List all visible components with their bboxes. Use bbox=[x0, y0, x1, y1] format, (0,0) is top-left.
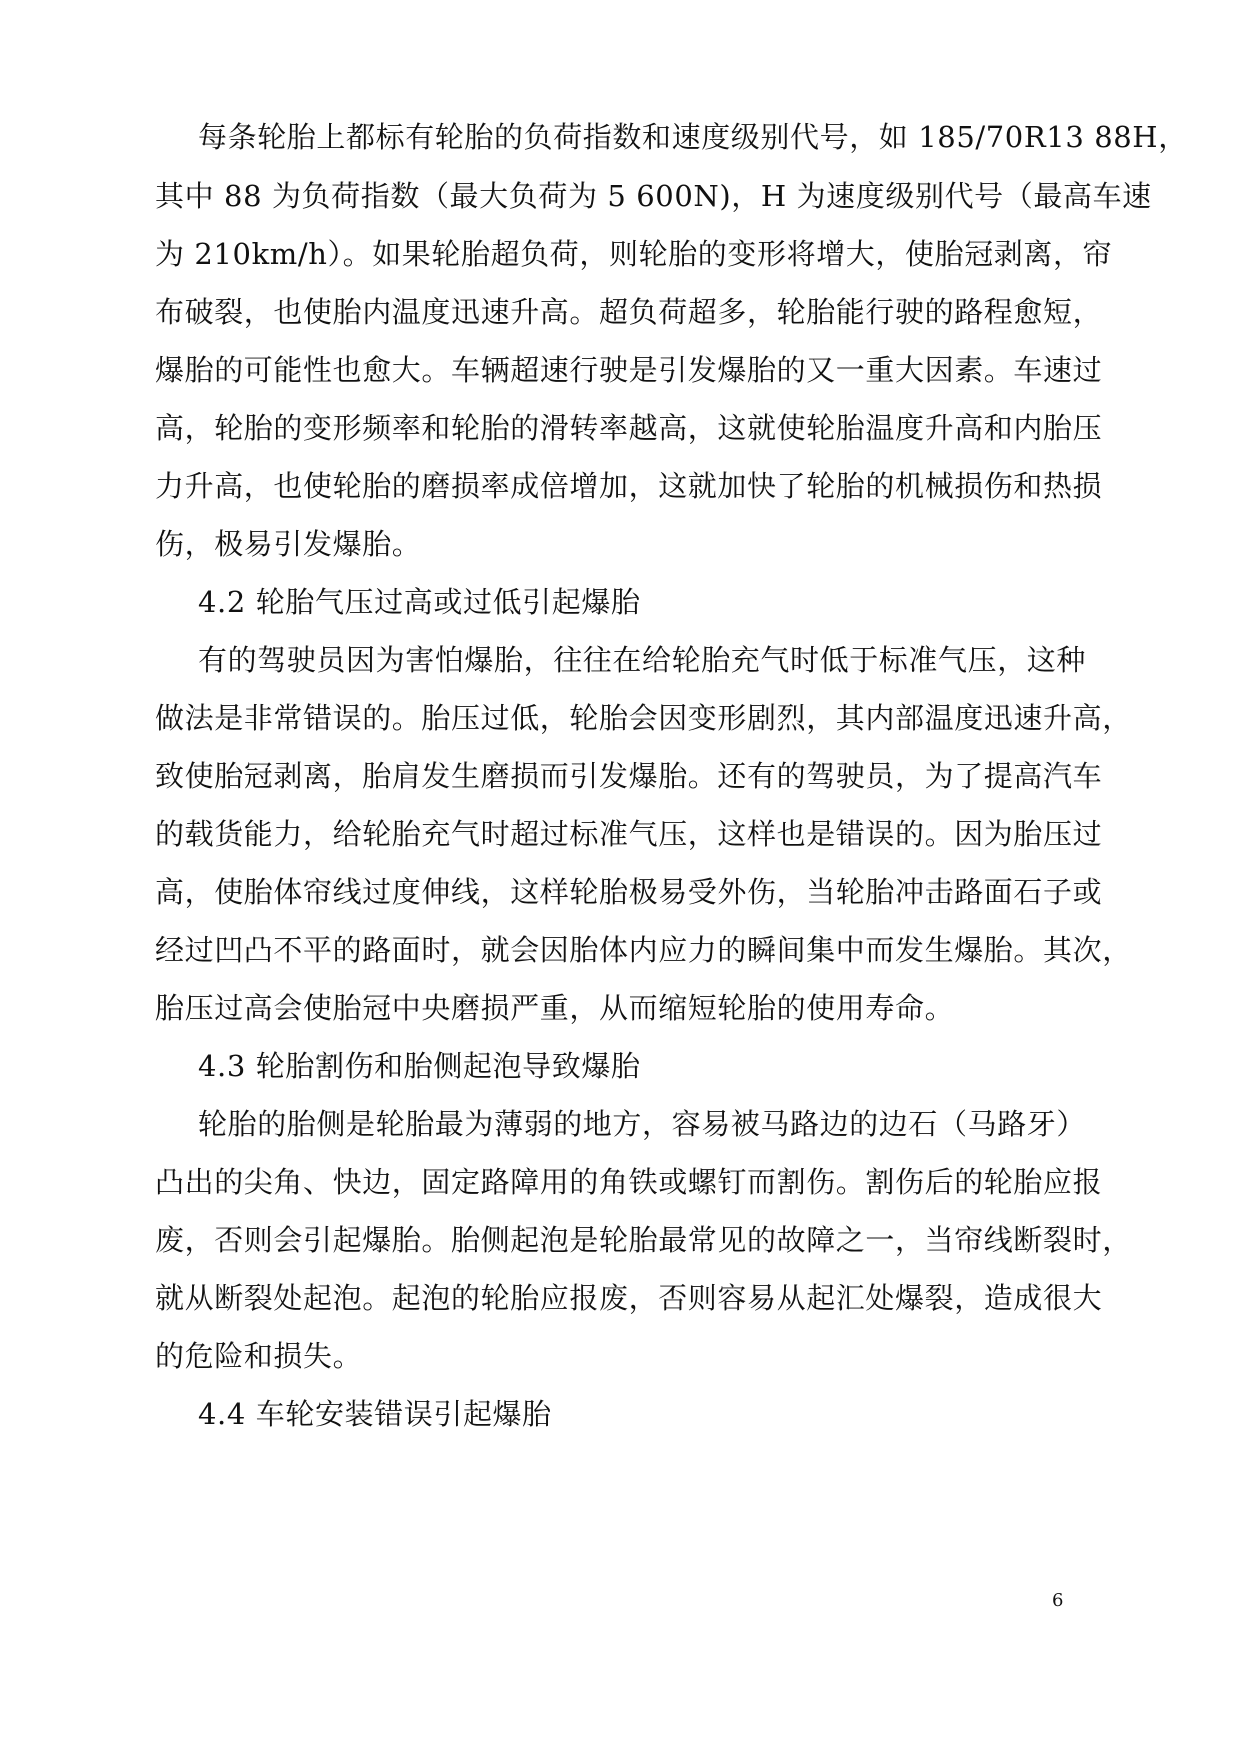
section-heading-4-2: 4.2 轮胎气压过高或过低引起爆胎 bbox=[198, 585, 641, 619]
paragraph-2-line-1: 有的驾驶员因为害怕爆胎，往往在给轮胎充气时低于标准气压，这种 bbox=[198, 643, 1087, 677]
paragraph-1-line-6: 高，轮胎的变形频率和轮胎的滑转率越高，这就使轮胎温度升高和内胎压 bbox=[155, 411, 1103, 445]
paragraph-2-line-3: 致使胎冠剥离，胎肩发生磨损而引发爆胎。还有的驾驶员，为了提高汽车 bbox=[155, 759, 1103, 793]
section-heading-4-3: 4.3 轮胎割伤和胎侧起泡导致爆胎 bbox=[198, 1049, 641, 1083]
paragraph-1-line-4: 布破裂，也使胎内温度迅速升高。超负荷超多，轮胎能行驶的路程愈短， bbox=[155, 295, 1103, 329]
paragraph-2-line-4: 的载货能力，给轮胎充气时超过标准气压，这样也是错误的。因为胎压过 bbox=[155, 817, 1103, 851]
paragraph-2-line-6: 经过凹凸不平的路面时，就会因胎体内应力的瞬间集中而发生爆胎。其次， bbox=[155, 933, 1132, 967]
paragraph-1-line-3: 为 210km/h）。如果轮胎超负荷，则轮胎的变形将增大，使胎冠剥离，帘 bbox=[155, 237, 1113, 271]
paragraph-3-line-5: 的危险和损失。 bbox=[155, 1339, 363, 1373]
page-number: 6 bbox=[1052, 1590, 1064, 1611]
section-heading-4-4: 4.4 车轮安装错误引起爆胎 bbox=[198, 1397, 552, 1431]
paragraph-1-line-8: 伤，极易引发爆胎。 bbox=[155, 527, 422, 561]
paragraph-1-line-7: 力升高，也使轮胎的磨损率成倍增加，这就加快了轮胎的机械损伤和热损 bbox=[155, 469, 1103, 503]
paragraph-2-line-5: 高，使胎体帘线过度伸线，这样轮胎极易受外伤，当轮胎冲击路面石子或 bbox=[155, 875, 1103, 909]
paragraph-2-line-7: 胎压过高会使胎冠中央磨损严重，从而缩短轮胎的使用寿命。 bbox=[155, 991, 955, 1025]
paragraph-1-line-1: 每条轮胎上都标有轮胎的负荷指数和速度级别代号，如 185/70R13 88H， bbox=[198, 120, 1188, 154]
paragraph-3-line-2: 凸出的尖角、快边，固定路障用的角铁或螺钉而割伤。割伤后的轮胎应报 bbox=[155, 1165, 1103, 1199]
paragraph-1-line-5: 爆胎的可能性也愈大。车辆超速行驶是引发爆胎的又一重大因素。车速过 bbox=[155, 353, 1103, 387]
paragraph-2-line-2: 做法是非常错误的。胎压过低，轮胎会因变形剧烈，其内部温度迅速升高， bbox=[155, 701, 1132, 735]
paragraph-3-line-3: 废，否则会引起爆胎。胎侧起泡是轮胎最常见的故障之一，当帘线断裂时， bbox=[155, 1223, 1132, 1257]
paragraph-1-line-2: 其中 88 为负荷指数（最大负荷为 5 600N)，H 为速度级别代号（最高车速 bbox=[155, 179, 1152, 213]
paragraph-3-line-1: 轮胎的胎侧是轮胎最为薄弱的地方，容易被马路边的边石（马路牙） bbox=[198, 1107, 1087, 1141]
paragraph-3-line-4: 就从断裂处起泡。起泡的轮胎应报废，否则容易从起汇处爆裂，造成很大 bbox=[155, 1281, 1103, 1315]
